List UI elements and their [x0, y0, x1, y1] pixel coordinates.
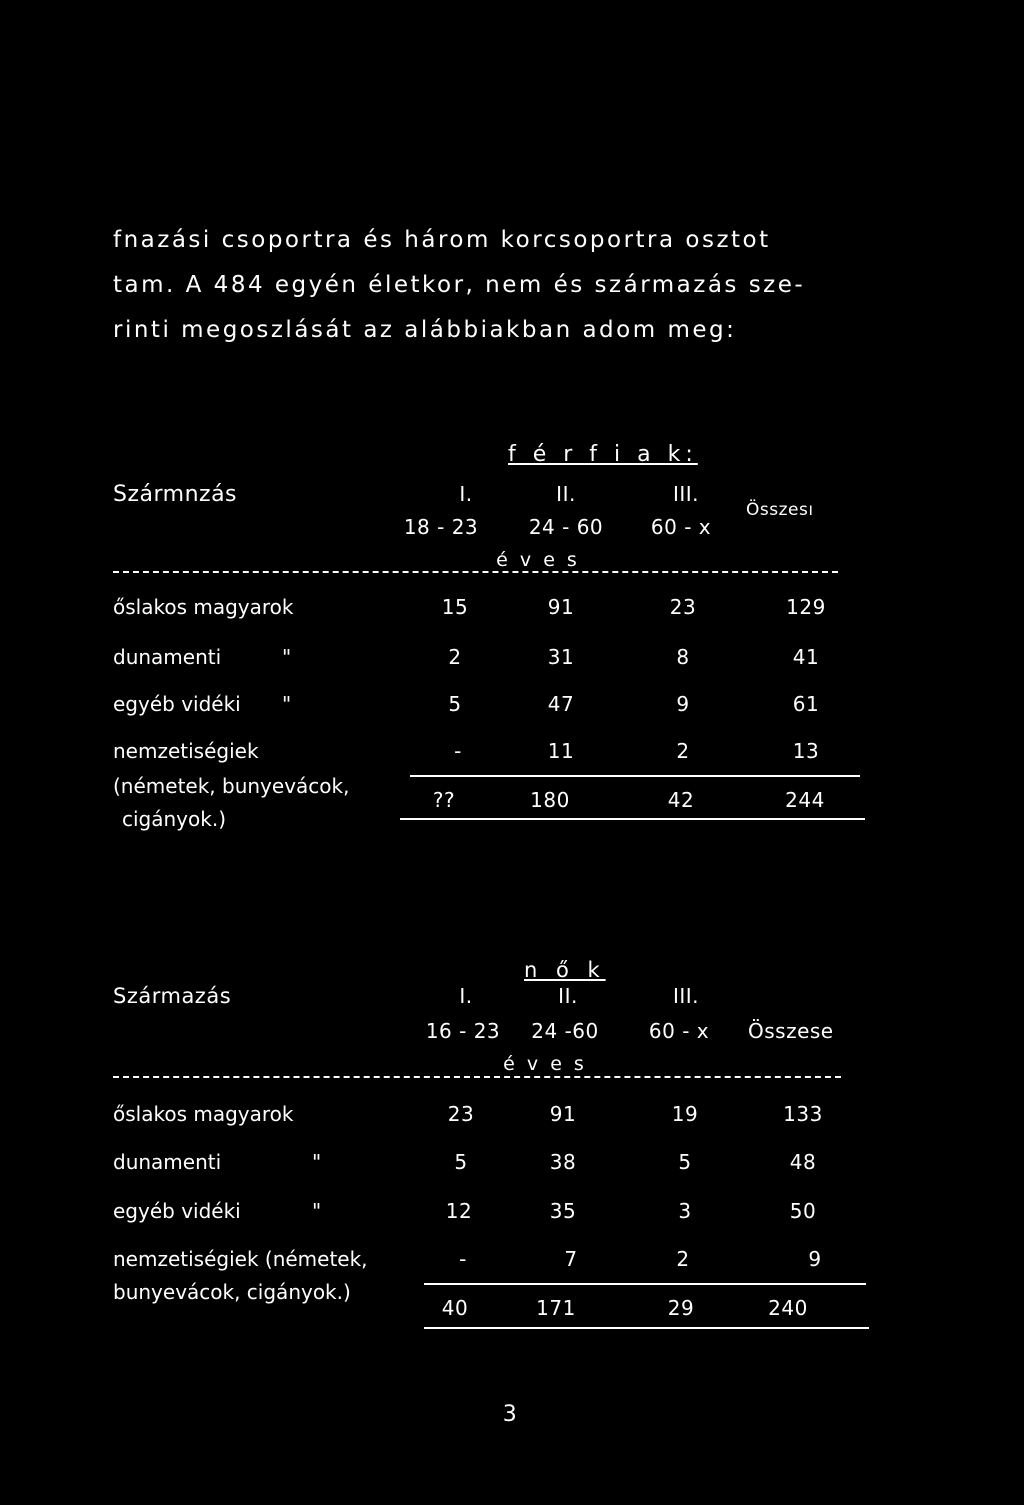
men-cell: 2	[448, 645, 462, 669]
men-total: 180	[530, 788, 570, 812]
women-header-rule	[113, 1076, 841, 1078]
men-label-cont: cigányok.)	[122, 807, 226, 831]
women-cell: 35	[549, 1199, 577, 1223]
men-total: 244	[785, 788, 825, 812]
women-cell: 9	[808, 1247, 822, 1271]
women-title: n ő k	[524, 958, 606, 982]
men-row-label: nemzetiségiek	[113, 739, 259, 763]
men-cell: 9	[676, 692, 690, 716]
women-cell: -	[459, 1247, 467, 1271]
women-origin-header: Származás	[113, 984, 232, 1008]
men-cell: 2	[676, 739, 690, 763]
men-row-label: dunamenti	[113, 645, 222, 669]
women-cell: 23	[447, 1102, 475, 1126]
women-unit-label: é v e s	[503, 1053, 587, 1075]
men-title: f é r f i a k:	[508, 442, 698, 467]
women-cell: 5	[678, 1150, 692, 1174]
men-range-1: 18 - 23	[403, 515, 479, 539]
women-total: 171	[536, 1296, 576, 1320]
men-group-1: I.	[459, 482, 473, 506]
men-range-2: 24 - 60	[528, 515, 604, 539]
women-cell: 3	[678, 1199, 692, 1223]
men-cell: 31	[547, 645, 575, 669]
men-row-ditto: "	[282, 645, 292, 669]
women-total: 240	[768, 1296, 808, 1320]
men-header-rule	[113, 571, 838, 573]
women-row-label: egyéb vidéki	[113, 1199, 241, 1223]
women-sum-rule	[424, 1283, 866, 1285]
men-cell: 8	[676, 645, 690, 669]
women-cell: 50	[789, 1199, 817, 1223]
men-label-cont: (németek, bunyevácok,	[113, 774, 350, 798]
men-cell: 23	[669, 595, 697, 619]
men-cell: 41	[792, 645, 820, 669]
men-cell: 61	[792, 692, 820, 716]
women-group-2: II.	[558, 984, 578, 1008]
men-cell: 11	[547, 739, 575, 763]
men-cell: 129	[786, 595, 826, 619]
intro-line-1: fnazási csoportra és három korcsoportra osztot	[113, 227, 771, 253]
page-number: 3	[502, 1402, 518, 1427]
men-cell: 91	[547, 595, 575, 619]
women-cell: 91	[549, 1102, 577, 1126]
women-row-ditto: "	[312, 1199, 322, 1223]
men-row-ditto: "	[282, 692, 292, 716]
men-unit-label: é v e s	[496, 549, 580, 571]
women-cell: 133	[783, 1102, 823, 1126]
women-total: 29	[667, 1296, 695, 1320]
women-range-2: 24 -60	[531, 1019, 599, 1043]
women-cell: 48	[789, 1150, 817, 1174]
men-range-3: 60 - x	[650, 515, 712, 539]
women-label-cont: bunyevácok, cigányok.)	[113, 1280, 351, 1304]
women-cell: 7	[564, 1247, 578, 1271]
men-cell: 47	[547, 692, 575, 716]
women-range-3: 60 - x	[648, 1019, 710, 1043]
women-row-label: nemzetiségiek (németek,	[113, 1247, 368, 1271]
men-origin-header: Szármnzás	[113, 482, 238, 507]
men-total-rule	[400, 818, 865, 820]
women-row-label: dunamenti	[113, 1150, 222, 1174]
men-total: 42	[667, 788, 695, 812]
women-row-ditto: "	[312, 1150, 322, 1174]
men-row-label: egyéb vidéki	[113, 692, 241, 716]
women-total-header: Összese	[748, 1019, 834, 1043]
men-sum-rule	[410, 775, 860, 777]
women-cell: 5	[454, 1150, 468, 1174]
women-total-rule	[424, 1327, 869, 1329]
men-cell: 15	[441, 595, 469, 619]
women-total: 40	[441, 1296, 469, 1320]
men-cell: 5	[448, 692, 462, 716]
women-group-1: I.	[459, 984, 473, 1008]
women-cell: 2	[676, 1247, 690, 1271]
women-cell: 12	[445, 1199, 473, 1223]
women-group-3: III.	[672, 984, 700, 1008]
men-cell: -	[454, 739, 462, 763]
men-cell: 13	[792, 739, 820, 763]
women-range-1: 16 - 23	[425, 1019, 501, 1043]
women-cell: 19	[671, 1102, 699, 1126]
men-group-2: II.	[556, 482, 576, 506]
men-total-header: Összesı	[746, 500, 814, 520]
men-row-label: őslakos magyarok	[113, 595, 294, 619]
intro-line-3: rinti megoszlását az alábbiakban adom meg:	[113, 317, 737, 343]
women-cell: 38	[549, 1150, 577, 1174]
men-group-3: III.	[672, 482, 700, 506]
intro-line-2: tam. A 484 egyén életkor, nem és származás sze-	[113, 272, 806, 298]
women-row-label: őslakos magyarok	[113, 1102, 294, 1126]
men-total: ??	[432, 788, 456, 812]
